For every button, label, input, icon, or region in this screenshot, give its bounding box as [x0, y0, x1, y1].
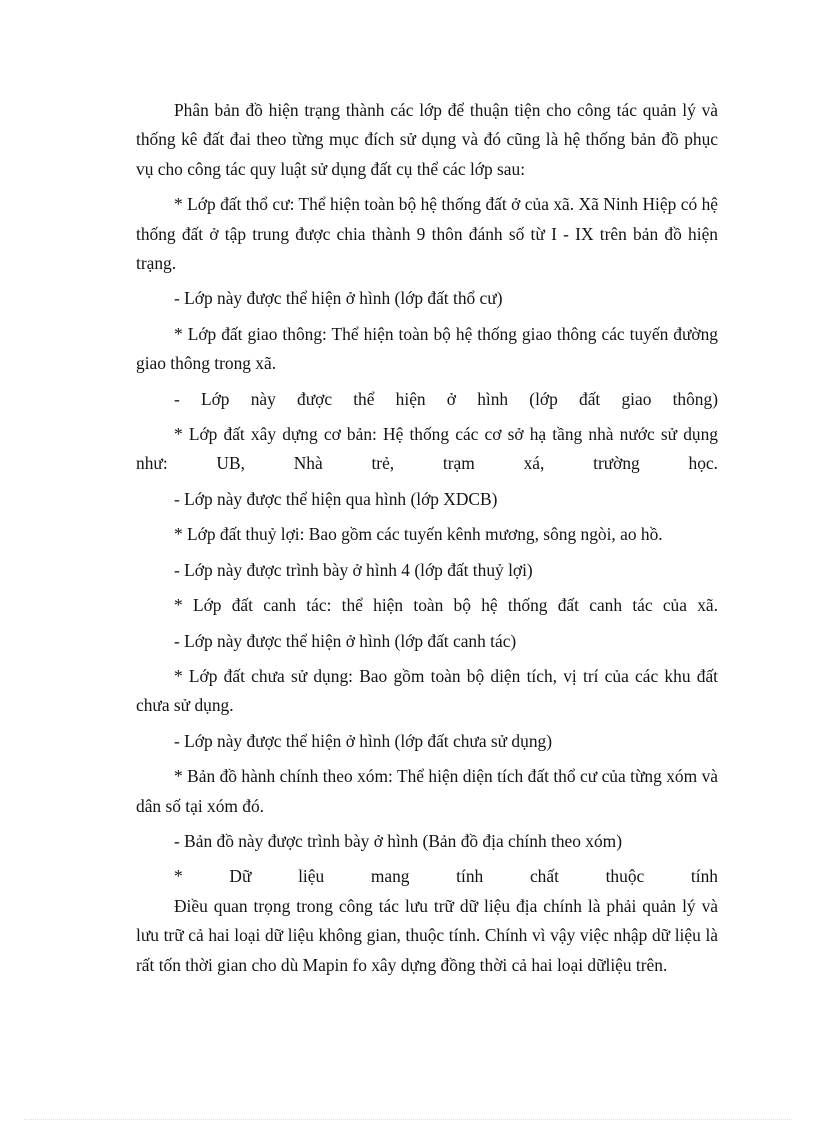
paragraph-data-storage: Điều quan trọng trong công tác lưu trữ dữ liệu địa chính là phải quản lý và lưu trữ cả hai loại dữ liệu không gian, thuộc tính. Chính vì vậy việc nhập dữ liệu là rất tốn thời gian cho dù Mapin fo xây dựng đồng thời cả hai loại dữliệu trên. — [136, 895, 718, 975]
paragraph-unused-figure: - Lớp này được thể hiện ở hình (lớp đất chưa sử dụng) — [174, 730, 553, 751]
paragraph-admin-map-figure: - Bản đồ này được trình bày ở hình (Bản đồ địa chính theo xóm) — [174, 830, 623, 851]
paragraph-construction-figure: - Lớp này được thể hiện qua hình (lớp XDCB) — [174, 488, 498, 509]
paragraph-irrigation-figure: - Lớp này được trình bày ở hình 4 (lớp đất thuỷ lợi) — [174, 559, 533, 580]
document-body — [136, 96, 718, 980]
paragraph-traffic-layer: * Lớp đất giao thông: Thể hiện toàn bộ hệ thống giao thông các tuyến đường giao thông trong xã. — [136, 323, 718, 374]
paragraph-attribute-data-heading: * Dữ liệu mang tính chất thuộc tính — [174, 866, 718, 887]
paragraph-traffic-figure: - Lớp này được thể hiện ở hình (lớp đất giao thông) — [174, 388, 718, 409]
paragraph-admin-map: * Bản đồ hành chính theo xóm: Thể hiện diện tích đất thổ cư của từng xóm và dân số tại xóm đó. — [136, 766, 718, 816]
paragraph-farmland-figure: - Lớp này được thể hiện ở hình (lớp đất canh tác) — [174, 630, 517, 651]
paragraph-construction-layer: * Lớp đất xây dựng cơ bản: Hệ thống các cơ sở hạ tầng nhà nước sử dụng như: UB, Nhà trẻ, trạm xá, trường học. — [136, 424, 718, 474]
paragraph-unused-layer: * Lớp đất chưa sử dụng: Bao gồm toàn bộ diện tích, vị trí của các khu đất chưa sử dụng. — [136, 665, 718, 716]
page-bottom-rule — [24, 1119, 792, 1120]
paragraph-residential-figure: - Lớp này được thể hiện ở hình (lớp đất thổ cư) — [174, 288, 503, 309]
paragraph-residential-layer: * Lớp đất thổ cư: Thể hiện toàn bộ hệ thống đất ở của xã. Xã Ninh Hiệp có hệ thống đất ở tập trung được chia thành 9 thôn đánh số từ I - IX trên bản đồ hiện trạng. — [136, 194, 718, 274]
paragraph-farmland-layer: * Lớp đất canh tác: thể hiện toàn bộ hệ thống đất canh tác của xã. — [174, 595, 718, 616]
paragraph-intro: Phân bản đồ hiện trạng thành các lớp để thuận tiện cho công tác quản lý và thống kê đất đai theo từng mục đích sử dụng và đó cũng là hệ thống bản đồ phục vụ cho công tác quy luật sử dụng đất cụ thể các lớp sau: — [136, 100, 718, 179]
paragraph-irrigation-layer: * Lớp đất thuỷ lợi: Bao gồm các tuyến kênh mương, sông ngòi, ao hồ. — [174, 524, 663, 545]
